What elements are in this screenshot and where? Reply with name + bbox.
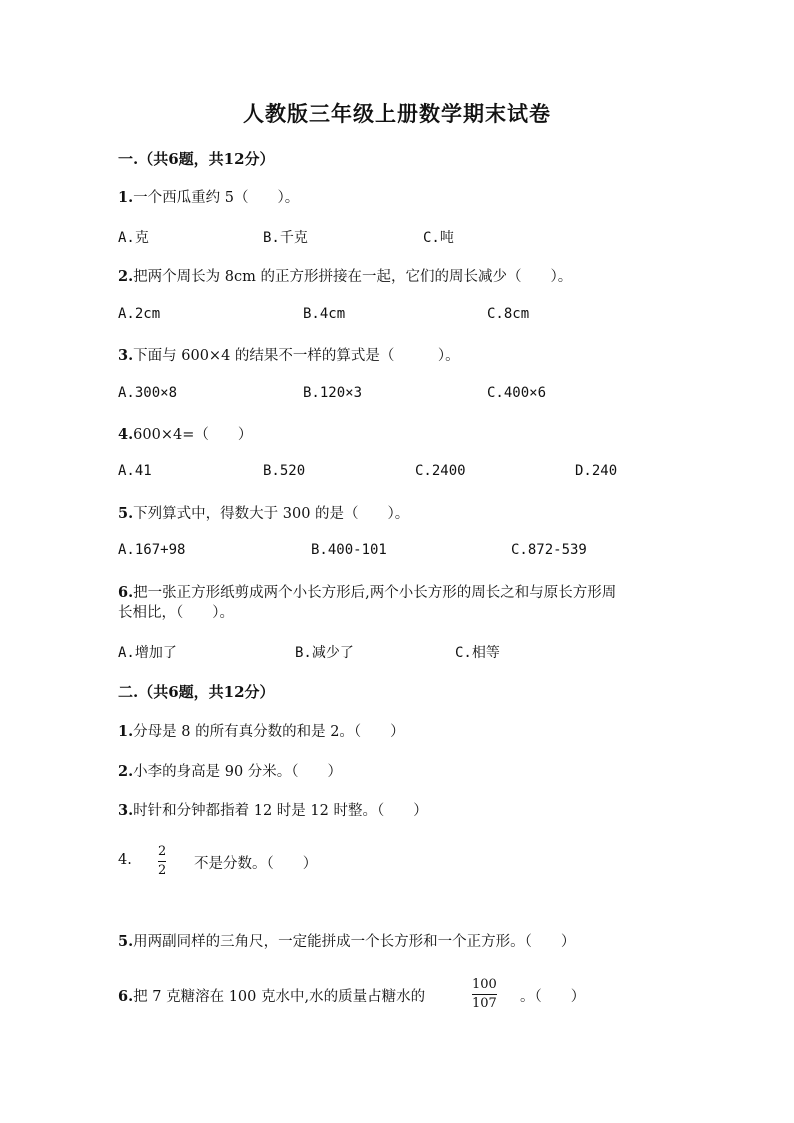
option: C.2400	[415, 463, 466, 479]
option: C.相等	[455, 645, 500, 661]
question-number: 6.	[118, 584, 134, 601]
question-text	[118, 265, 572, 286]
option: B.减少了	[295, 645, 354, 661]
question-text	[118, 344, 460, 365]
question-text	[118, 423, 252, 444]
question-number: 6.	[118, 988, 134, 1005]
option: B.400-101	[311, 542, 387, 558]
section-heading: 一.（共6题，共12分）	[118, 150, 275, 168]
question-stem: 时针和分钟都指着 12 时是 12 时整。（ ）	[133, 803, 428, 819]
question-text	[118, 760, 342, 781]
fraction	[472, 978, 497, 1010]
fraction-numerator: 100	[472, 977, 497, 992]
question-stem: 把两个周长为 8cm 的正方形拼接在一起，它们的周长减少（ ）。	[133, 269, 573, 285]
option: A.41	[118, 463, 152, 479]
option: A.增加了	[118, 645, 177, 661]
question-number: 5.	[118, 933, 134, 950]
question-stem-continued: 长相比，（ ）。	[118, 605, 234, 621]
question-number: 1.	[118, 189, 134, 206]
option: D.240	[575, 463, 618, 479]
option: C.400×6	[487, 385, 547, 401]
option: C.吨	[423, 230, 454, 246]
option: B.4cm	[303, 306, 346, 322]
question-number: 4.	[118, 426, 134, 443]
section-heading: 二.（共6题，共12分）	[118, 683, 275, 701]
question-stem: 下列算式中，得数大于 300 的是（ ）。	[133, 506, 410, 522]
option: C.872-539	[511, 542, 587, 558]
question-number: 3.	[118, 347, 134, 364]
option: C.8cm	[487, 306, 530, 322]
question-number: 2.	[118, 268, 134, 285]
page-title: 人教版三年级上册数学期末试卷	[243, 101, 551, 126]
question-text	[118, 186, 299, 207]
question-number: 5.	[118, 505, 134, 522]
question-number: 1.	[118, 723, 134, 740]
question-text	[118, 930, 575, 951]
option: A.克	[118, 230, 149, 246]
question-text	[118, 502, 409, 523]
fraction-denominator: 2	[158, 862, 167, 878]
option: B.120×3	[303, 385, 363, 401]
question-stem: 一个西瓜重约 5（ ）。	[133, 190, 300, 206]
question-stem: 用两副同样的三角尺，一定能拼成一个长方形和一个正方形。（ ）	[133, 934, 576, 950]
fraction	[158, 845, 166, 877]
question-text	[118, 720, 405, 741]
question-stem: 600×4=（ ）	[133, 427, 253, 443]
question-stem: 下面与 600×4 的结果不一样的算式是（ ）。	[133, 348, 460, 364]
question-text	[118, 799, 428, 820]
question-stem-after: 。（ ）	[520, 989, 586, 1005]
question-number: 4.	[118, 852, 132, 868]
question-stem: 分母是 8 的所有真分数的和是 2。（ ）	[133, 724, 405, 740]
question-text	[118, 581, 616, 602]
option: B.千克	[263, 230, 308, 246]
question-number: 2.	[118, 763, 134, 780]
question-number: 3.	[118, 802, 134, 819]
question-stem: 把 7 克糖溶在 100 克水中,水的质量占糖水的	[133, 989, 426, 1005]
option: A.167+98	[118, 542, 186, 558]
question-stem: 不是分数。（ ）	[194, 856, 318, 872]
fraction-numerator: 2	[158, 844, 167, 859]
question-text	[118, 985, 425, 1006]
fraction-denominator: 107	[472, 995, 497, 1011]
question-stem: 把一张正方形纸剪成两个小长方形后,两个小长方形的周长之和与原长方形周	[133, 585, 617, 601]
option: B.520	[263, 463, 306, 479]
question-stem: 小李的身高是 90 分米。（ ）	[133, 764, 343, 780]
option: A.2cm	[118, 306, 161, 322]
option: A.300×8	[118, 385, 178, 401]
